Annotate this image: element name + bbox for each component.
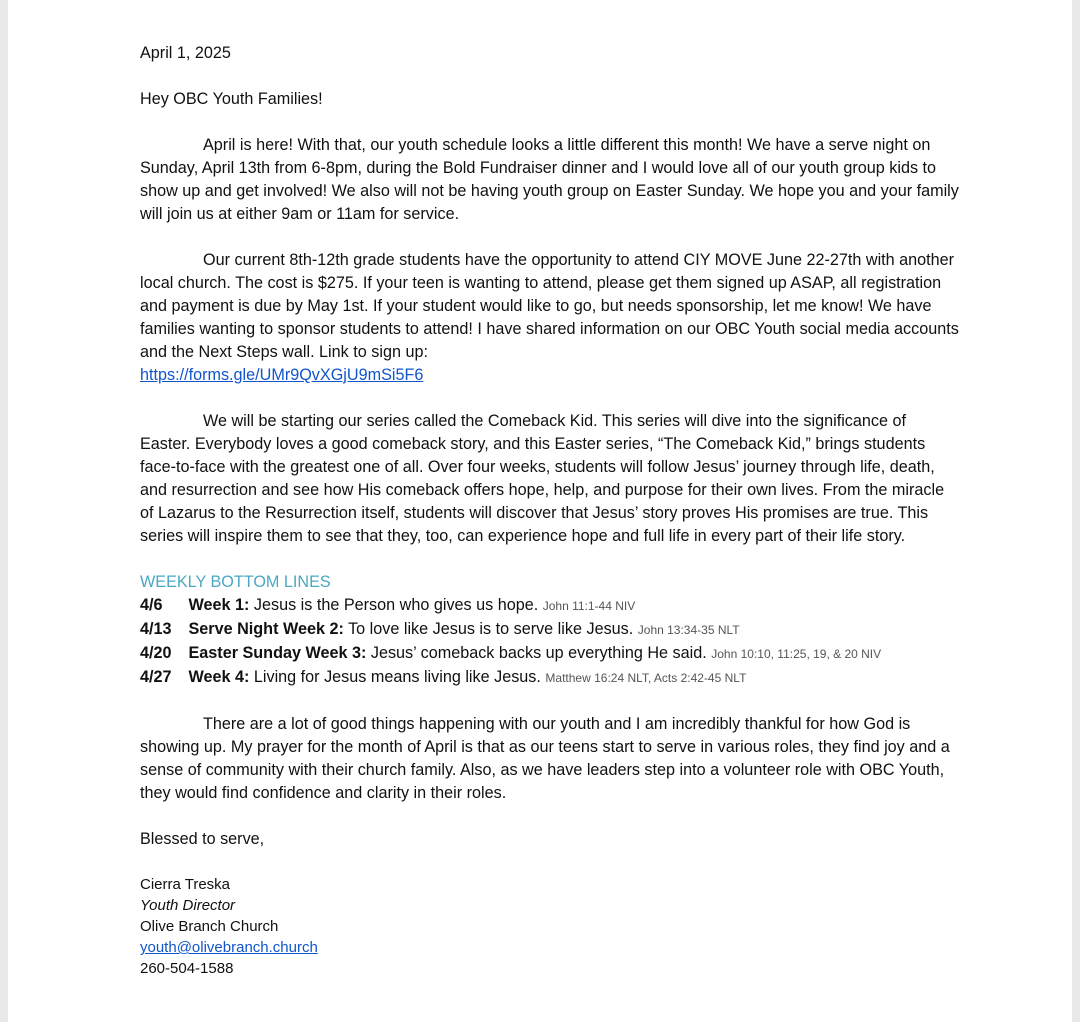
letter-body (140, 42, 960, 979)
week-row (140, 594, 960, 618)
paragraph-ciy-move (140, 249, 960, 364)
week-line: Jesus’ comeback backs up everything He said. (370, 644, 707, 662)
week-title: Week 1: (188, 596, 250, 614)
paragraph-april-schedule: April is here! With that, our youth schedule looks a little different this month! We have a serve night on Sunday, April 13th from 6-8pm, during the Bold Fundraiser dinner and I would love all of our youth group kids to show up and get involved! We also will not be having youth group on Easter Sunday. We hope you and your family will join us at either 9am or 11am for service. (140, 136, 959, 223)
week-row (140, 618, 960, 642)
paragraph-comeback-kid: We will be starting our series called the Comeback Kid. This series will dive into the significance of Easter. Everybody loves a good comeback story, and this Easter series, “The Comeback Kid,” brings students face-to-face with the greatest one of all. Over four weeks, students will follow Jesus’ journey through life, death, and resurrection and see how His comeback offers hope, help, and purpose for their own lives. From the miracle of Lazarus to the Resurrection itself, students will discover that Jesus’ story proves His promises are true. This series will inspire them to see that they, too, can experience hope and full life in every part of their life story. (140, 412, 945, 545)
ciy-move-text: Our current 8th-12th grade students have the opportunity to attend CIY MOVE June 22-27th with another local church. The cost is $275. If your teen is wanting to attend, please get them signed up ASAP, all registration and payment is due by May 1st. If your student would like to go, but needs sponsorship, let me know! We have families wanting to sponsor students to attend! I have shared information on our OBC Youth social media accounts and the Next Steps wall. Link to sign up: (140, 251, 959, 361)
week-reference: John 13:34-35 NLT (637, 623, 740, 637)
weekly-bottom-lines-list (140, 594, 960, 690)
week-line: Living for Jesus means living like Jesus. (253, 668, 541, 686)
week-row (140, 666, 960, 690)
week-date: 4/20 (140, 644, 172, 662)
letter-closing: Blessed to serve, (140, 830, 265, 848)
signature-name: Cierra Treska (140, 876, 231, 893)
letter-greeting: Hey OBC Youth Families! (140, 90, 323, 108)
week-date: 4/13 (140, 620, 172, 638)
week-reference: John 11:1-44 NIV (542, 599, 636, 613)
letter-date: April 1, 2025 (140, 44, 231, 62)
week-line: To love like Jesus is to serve like Jesus. (348, 620, 634, 638)
week-title: Easter Sunday Week 3: (188, 644, 367, 662)
week-reference: John 10:10, 11:25, 19, & 20 NIV (711, 647, 882, 661)
week-line: Jesus is the Person who gives us hope. (253, 596, 539, 614)
signup-link-line (140, 364, 960, 387)
week-date: 4/6 (140, 596, 163, 614)
signature-org: Olive Branch Church (140, 918, 279, 935)
signature-role: Youth Director (140, 897, 236, 914)
week-title: Week 4: (188, 668, 250, 686)
week-reference: Matthew 16:24 NLT, Acts 2:42-45 NLT (545, 671, 747, 685)
weekly-bottom-lines-heading: WEEKLY BOTTOM LINES (140, 573, 331, 591)
signature-email-link[interactable]: youth@olivebranch.church (140, 939, 318, 956)
week-date: 4/27 (140, 668, 172, 686)
signup-link[interactable]: https://forms.gle/UMr9QvXGjU9mSi5F6 (140, 366, 424, 384)
signature-block (140, 874, 960, 979)
signature-phone: 260-504-1588 (140, 960, 234, 977)
paragraph-prayer: There are a lot of good things happening with our youth and I am incredibly thankful for how God is showing up. My prayer for the month of April is that as our teens start to serve in various roles, they find joy and a sense of community with their church family. Also, as we have leaders step into a volunteer role with OBC Youth, they would find confidence and clarity in their roles. (140, 715, 950, 802)
week-row (140, 642, 960, 666)
week-title: Serve Night Week 2: (188, 620, 344, 638)
